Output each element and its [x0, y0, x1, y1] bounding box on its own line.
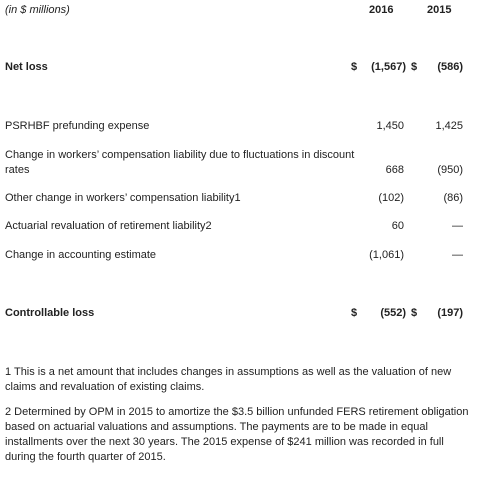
- row-psrhbf-value-2015: 1,425: [435, 120, 463, 132]
- row-workers-comp-discount-value-2016: 668: [385, 164, 404, 176]
- column-header-2016: 2016: [369, 4, 394, 16]
- net-loss-value-2015: (586): [437, 61, 463, 73]
- row-actuarial-revaluation-label: Actuarial revaluation of retirement liability2: [5, 220, 212, 232]
- net-loss-value-2016: (1,567): [371, 61, 406, 73]
- row-accounting-estimate-value-2016: (1,061): [369, 249, 404, 261]
- footnote-1: 1 This is a net amount that includes changes in assumptions as well as the valuation of new claims and revaluation of existing claims.: [5, 366, 452, 393]
- controllable-loss-label: Controllable loss: [5, 307, 95, 319]
- row-psrhbf-value-2016: 1,450: [376, 120, 404, 132]
- controllable-loss-currency-2016: $: [351, 307, 358, 319]
- row-actuarial-revaluation-value-2016: 60: [391, 220, 404, 232]
- footnote-2: 2 Determined by OPM in 2015 to amortize the $3.5 billion unfunded FERS retirement obligation based on actuarial valuations and assumptions. The payments are to be made in equal installments over the next 30 years. The 2015 expense of $241 million was recorded in full during the fourth quarter of 2015.: [5, 406, 469, 463]
- row-accounting-estimate-value-2015: —: [452, 249, 463, 261]
- row-other-workers-comp-value-2016: (102): [378, 192, 404, 204]
- net-loss-currency-2016: $: [351, 61, 358, 73]
- row-accounting-estimate-label: Change in accounting estimate: [5, 249, 157, 261]
- column-header-2015: 2015: [427, 4, 452, 16]
- controllable-loss-value-2016: (552): [380, 307, 406, 319]
- row-actuarial-revaluation-value-2015: —: [452, 220, 463, 232]
- controllable-loss-currency-2015: $: [411, 307, 418, 319]
- units-label: (in $ millions): [5, 4, 70, 16]
- row-workers-comp-discount-value-2015: (950): [437, 164, 463, 176]
- net-loss-label: Net loss: [5, 61, 48, 73]
- row-workers-comp-discount-label-line1: Change in workers’ compensation liability due to fluctuations in discount: [5, 149, 355, 161]
- row-other-workers-comp-label: Other change in workers’ compensation liability1: [5, 192, 241, 204]
- controllable-loss-value-2015: (197): [437, 307, 463, 319]
- row-other-workers-comp-value-2015: (86): [443, 192, 463, 204]
- row-workers-comp-discount-label-line2: rates: [5, 164, 30, 176]
- net-loss-currency-2015: $: [411, 61, 418, 73]
- row-psrhbf-label: PSRHBF prefunding expense: [5, 120, 150, 132]
